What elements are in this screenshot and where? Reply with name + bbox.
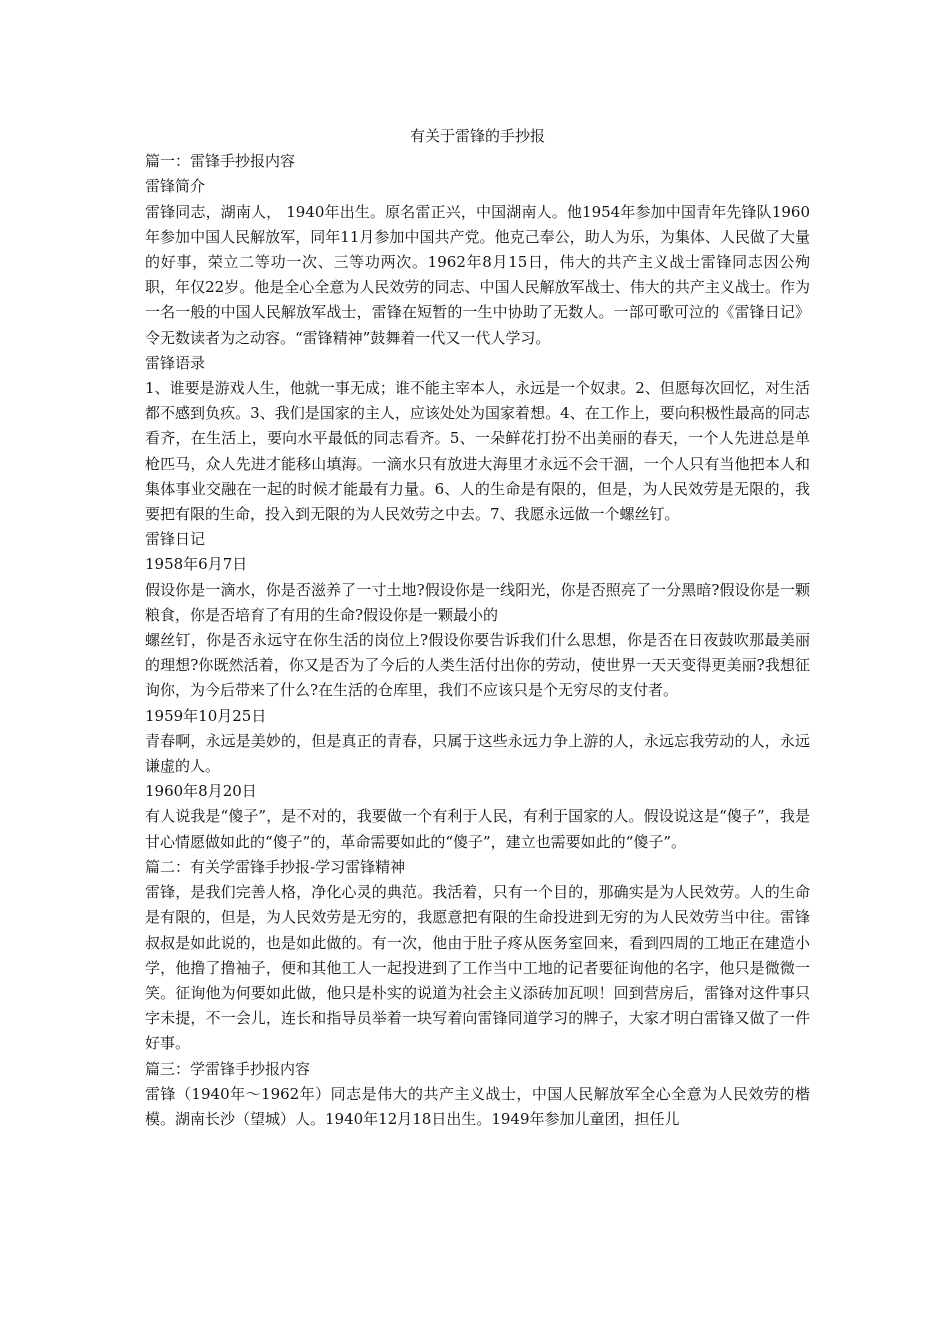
paragraph-intro: 雷锋同志，湖南人， 1940年出生。原名雷正兴，中国湖南人。他1954年参加中国青年先锋队1960年参加中国人民解放军，同年11月参加中国共产党。他克己奉公，助人为乐，为集体、人民做了大量的好事，荣立二等功一次、三等功两次。1962年8月15日，伟大的共产主义战士雷锋同志因公殉职，年仅22岁。他是全心全意为人民效劳的同志、中国人民解放军战士、伟大的共产主义战士。作为一名一般的中国人民解放军战士，雷锋在短暂的一生中协助了无数人。一部可歌可泣的《雷锋日记》令无数读者为之动容。“雷锋精神”鼓舞着一代又一代人学习。 (145, 202, 810, 347)
paragraph-section-3: 雷锋（1940年～1962年）同志是伟大的共产主义战士，中国人民解放军全心全意为人民效劳的楷模。湖南长沙（望城）人。1940年12月18日出生。1949年参加儿童团，担任儿 (145, 1084, 810, 1128)
diary-entry-1b: 螺丝钉，你是否永远守在你生活的岗位上?假设你要告诉我们什么思想，你是否在日夜鼓吹那最美丽的理想?你既然活着，你又是否为了今后的人类生活付出你的劳动，使世界一天天变得更美丽?我想征询你，为今后带来了什么?在生活的仓库里，我们不应该只是个无穷尽的支付者。 (145, 631, 810, 700)
diary-entry-2: 青春啊，永远是美妙的，但是真正的青春，只属于这些永远力争上游的人，永远忘我劳动的人，永远谦虚的人。 (145, 731, 810, 776)
section-heading-2: 篇二：有关学雷锋手抄报-学习雷锋精神 (145, 857, 406, 876)
section-heading-3: 篇三：学雷锋手抄报内容 (145, 1059, 311, 1078)
subheading-quotes: 雷锋语录 (145, 353, 206, 372)
diary-date-1: 1958年6月7日 (145, 555, 248, 574)
diary-date-3: 1960年8月20日 (145, 782, 257, 801)
subheading-intro: 雷锋简介 (145, 177, 206, 196)
diary-entry-1a: 假设你是一滴水，你是否滋养了一寸土地?假设你是一线阳光，你是否照亮了一分黑暗?假设你是一颗粮食，你是否培育了有用的生命?假设你是一颗最小的 (145, 580, 810, 624)
paragraph-quotes: 1、谁要是游戏人生，他就一事无成；谁不能主宰本人，永远是一个奴隶。2、但愿每次回忆，对生活都不感到负疚。3、我们是国家的主人，应该处处为国家着想。4、在工作上，要向积极性最高的同志看齐，在生活上，要向水平最低的同志看齐。5、一朵鲜花打扮不出美丽的春天，一个人先进总是单枪匹马，众人先进才能移山填海。一滴水只有放进大海里才永远不会干涸，一个人只有当他把本人和集体事业交融在一起的时候才能最有力量。6、人的生命是有限的，但是，为人民效劳是无限的，我要把有限的生命，投入到无限的为人民效劳之中去。7、我愿永远做一个螺丝钉。 (145, 379, 810, 524)
document-title: 有关于雷锋的手抄报 (409, 127, 545, 145)
diary-date-2: 1959年10月25日 (145, 706, 267, 725)
subheading-diary: 雷锋日记 (145, 530, 206, 549)
diary-entry-3: 有人说我是“傻子”，是不对的，我要做一个有利于人民，有利于国家的人。假设说这是“傻子”，我是甘心情愿做如此的“傻子”的，革命需要如此的“傻子”，建立也需要如此的“傻子”。 (145, 807, 810, 851)
paragraph-section-2: 雷锋，是我们完善人格，净化心灵的典范。我活着，只有一个目的，那确实是为人民效劳。人的生命是有限的，但是，为人民效劳是无穷的，我愿意把有限的生命投进到无穷的为人民效劳当中往。雷锋叔叔是如此说的，也是如此做的。有一次，他由于肚子疼从医务室回来，看到四周的工地正在建造小学，他撸了撸袖子，便和其他工人一起投进到了工作当中工地的记者要征询他的名字，他只是微微一笑。征询他为何要如此做，他只是朴实的说道为社会主义添砖加瓦呗！回到营房后，雷锋对这件事只字未提，不一会儿，连长和指导员举着一块写着向雷锋同道学习的牌子，大家才明白雷锋又做了一件好事。 (145, 883, 810, 1053)
section-heading-1: 篇一：雷锋手抄报内容 (145, 152, 296, 171)
document-page (145, 124, 810, 1132)
